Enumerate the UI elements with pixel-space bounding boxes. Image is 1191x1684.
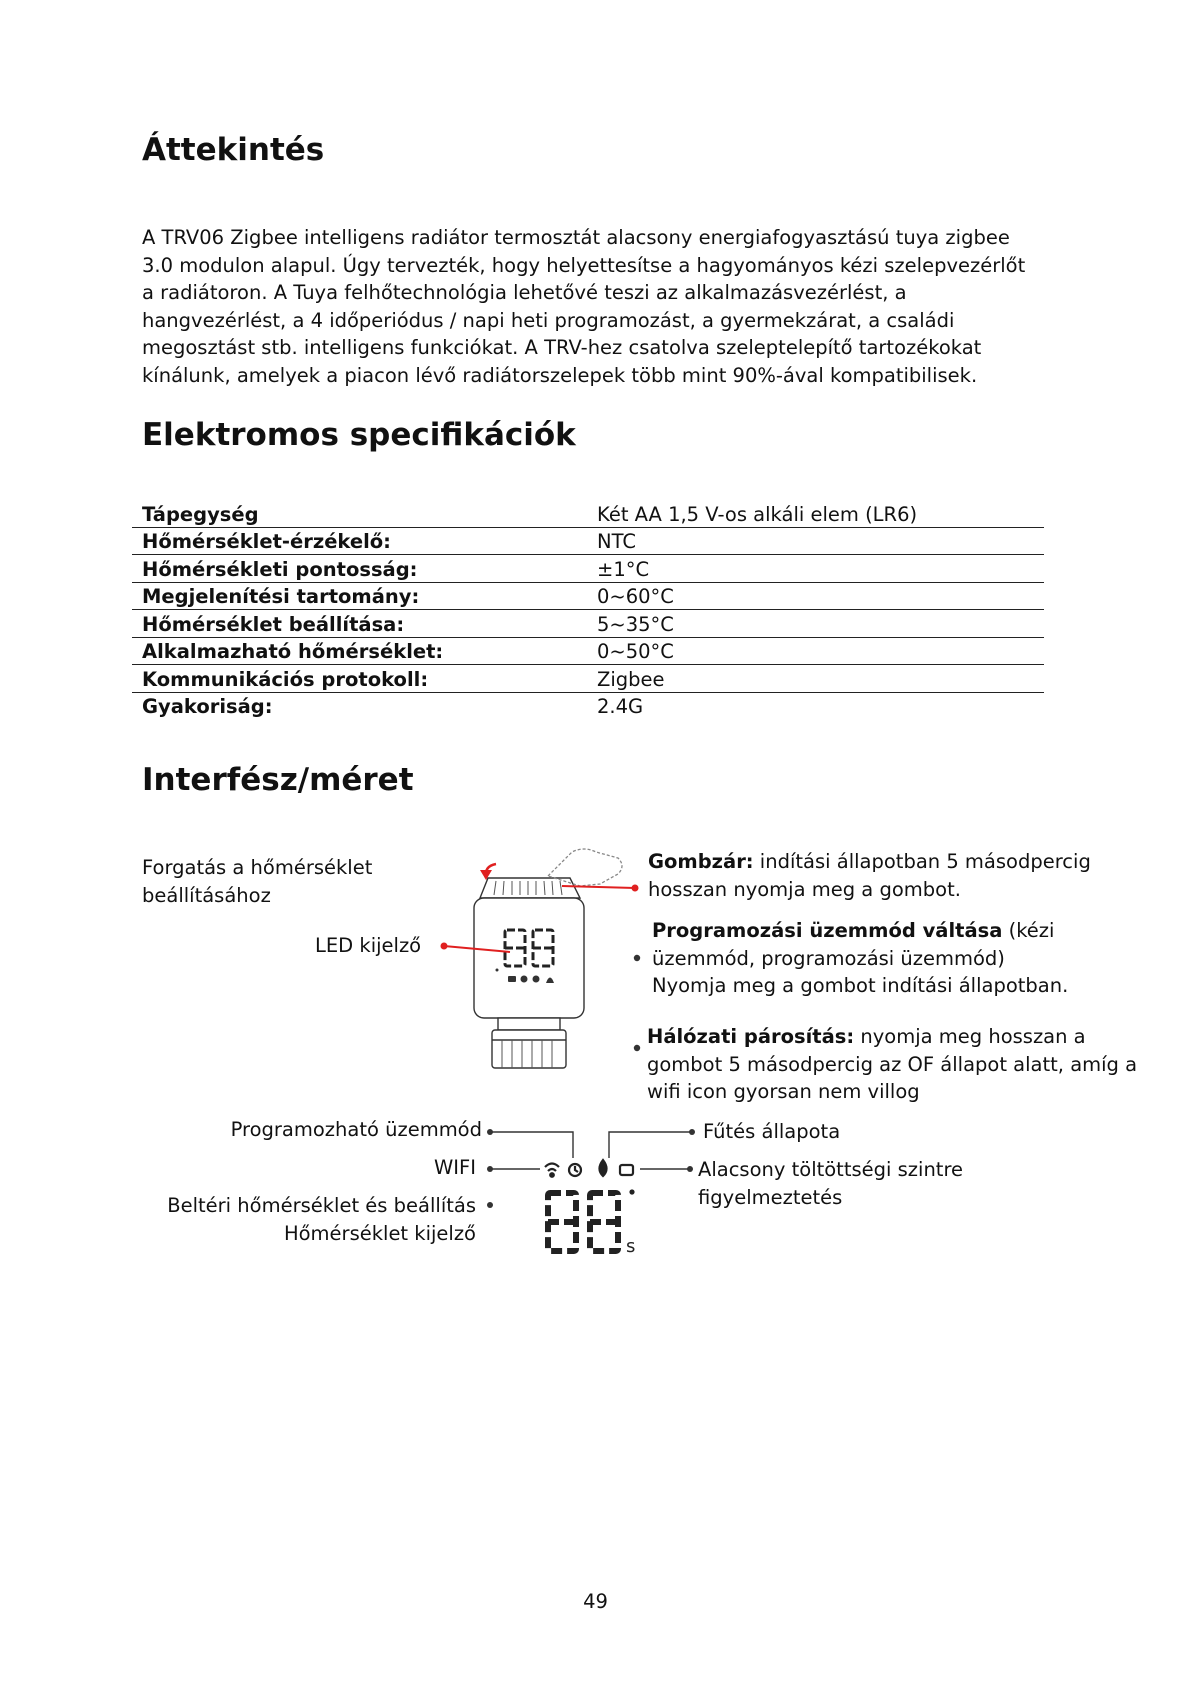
wifi-label: WIFI — [434, 1156, 476, 1179]
overview-heading: Áttekintés — [142, 132, 325, 168]
spec-label: Kommunikációs protokoll: — [132, 665, 587, 693]
pairing-line: wifi icon gyorsan nem villog — [647, 1080, 920, 1103]
led-pointer-dot — [441, 943, 448, 950]
button-lock-desc: indítási állapotban 5 másodpercig — [753, 850, 1091, 873]
indoor-temp-label: Beltéri hőmérséklet és beállítás — [167, 1194, 476, 1217]
spec-label: Hőmérséklet-érzékelő: — [132, 527, 587, 555]
spec-value: NTC — [587, 527, 1044, 555]
mode-bullet — [634, 955, 640, 961]
wifi-dot-icon — [550, 1173, 554, 1177]
lcd-degree-dot — [629, 1189, 634, 1194]
mode-switch-line: Nyomja meg a gombot indítási állapotban. — [652, 974, 1069, 997]
pairing-line: gombot 5 másodpercig az OF állapot alatt, amíg a — [647, 1052, 1138, 1076]
spec-value: Két AA 1,5 V-os alkáli elem (LR6) — [597, 502, 918, 526]
spec-label: Alkalmazható hőmérséklet: — [132, 637, 587, 665]
button-lock-title: Gombzár: — [648, 850, 754, 873]
spec-value: ±1°C — [587, 555, 1044, 583]
temp-display-label: Hőmérséklet kijelző — [283, 1222, 476, 1245]
spec-value: 5~35°C — [587, 610, 1044, 638]
spec-label: Megjelenítési tartomány: — [132, 582, 587, 610]
thermostat-body — [474, 898, 584, 1018]
rotate-label-line: Forgatás a hőmérséklet — [142, 856, 373, 879]
rotate-label-line: beállításához — [142, 883, 271, 907]
led-label: LED kijelző — [315, 934, 422, 957]
low-battery-line: figyelmeztetés — [698, 1185, 843, 1209]
programmable-mode-label: Programozható üzemmód — [230, 1118, 482, 1141]
flame-icon — [600, 1160, 607, 1176]
overview-line: megosztást stb. intelligens funkciókat. A TRV-hez csatolva szeleptelepítő tartozékokat — [142, 336, 982, 359]
spec-value: 0~50°C — [587, 637, 1044, 665]
low-battery-line: Alacsony töltöttségi szintre — [698, 1158, 964, 1181]
mode-switch-line: üzemmód, programozási üzemmód) — [652, 946, 1005, 970]
lcd-suffix: s — [626, 1236, 636, 1257]
clock-hand-icon — [575, 1166, 578, 1172]
spec-value: Zigbee — [587, 665, 1044, 693]
pairing-bullet — [634, 1045, 640, 1051]
mode-switch-desc: (kézi — [1002, 919, 1055, 942]
electrical-heading: Elektromos specifikációk — [142, 417, 576, 453]
overview-line: a radiátoron. A Tuya felhőtechnológia lehetővé teszi az alkalmazásvezérlést, a — [142, 281, 907, 304]
battery-icon — [620, 1165, 633, 1175]
wifi-icon — [545, 1164, 559, 1172]
spec-label: Gyakoriság: — [132, 692, 587, 719]
thermostat-nut — [492, 1030, 566, 1068]
mode-switch-title: Programozási üzemmód váltása — [652, 919, 1003, 942]
page-number: 49 — [583, 1590, 608, 1613]
pairing-title: Hálózati párosítás: — [647, 1025, 855, 1048]
spec-value: 0~60°C — [587, 582, 1044, 610]
lcd-connectors — [490, 1132, 692, 1169]
spec-value: 2.4G — [587, 692, 1044, 719]
lcd-icon-row — [545, 1160, 633, 1177]
lock-pointer-dot — [632, 885, 639, 892]
interface-heading: Interfész/méret — [142, 762, 414, 798]
overview-line: hangvezérlést, a 4 időperiódus / napi heti programozást, a gyermekzárat, a családi — [142, 308, 955, 332]
button-lock-line: hosszan nyomja meg a gombot. — [648, 877, 961, 901]
overview-line: A TRV06 Zigbee intelligens radiátor termosztát alacsony energiafogyasztású tuya zigbee — [142, 226, 1010, 249]
thermostat-device — [474, 878, 584, 1068]
overview-line: 3.0 modulon alapul. Úgy tervezték, hogy helyettesítse a hagyományos kézi szelepvezérlőt — [142, 253, 1026, 277]
spec-label: Tápegység — [142, 502, 259, 526]
spec-label: Hőmérséklet beállítása: — [132, 610, 587, 638]
pairing-desc: nyomja meg hosszan a — [854, 1025, 1086, 1048]
heating-status-label: Fűtés állapota — [703, 1120, 841, 1143]
overview-line: kínálunk, amelyek a piacon lévő radiátorszelepek több mint 90%-ával kompatibilisek. — [142, 363, 978, 387]
lcd-digits — [548, 1193, 618, 1251]
thermostat-neck — [498, 1018, 560, 1030]
spec-label: Hőmérsékleti pontosság: — [132, 555, 587, 583]
